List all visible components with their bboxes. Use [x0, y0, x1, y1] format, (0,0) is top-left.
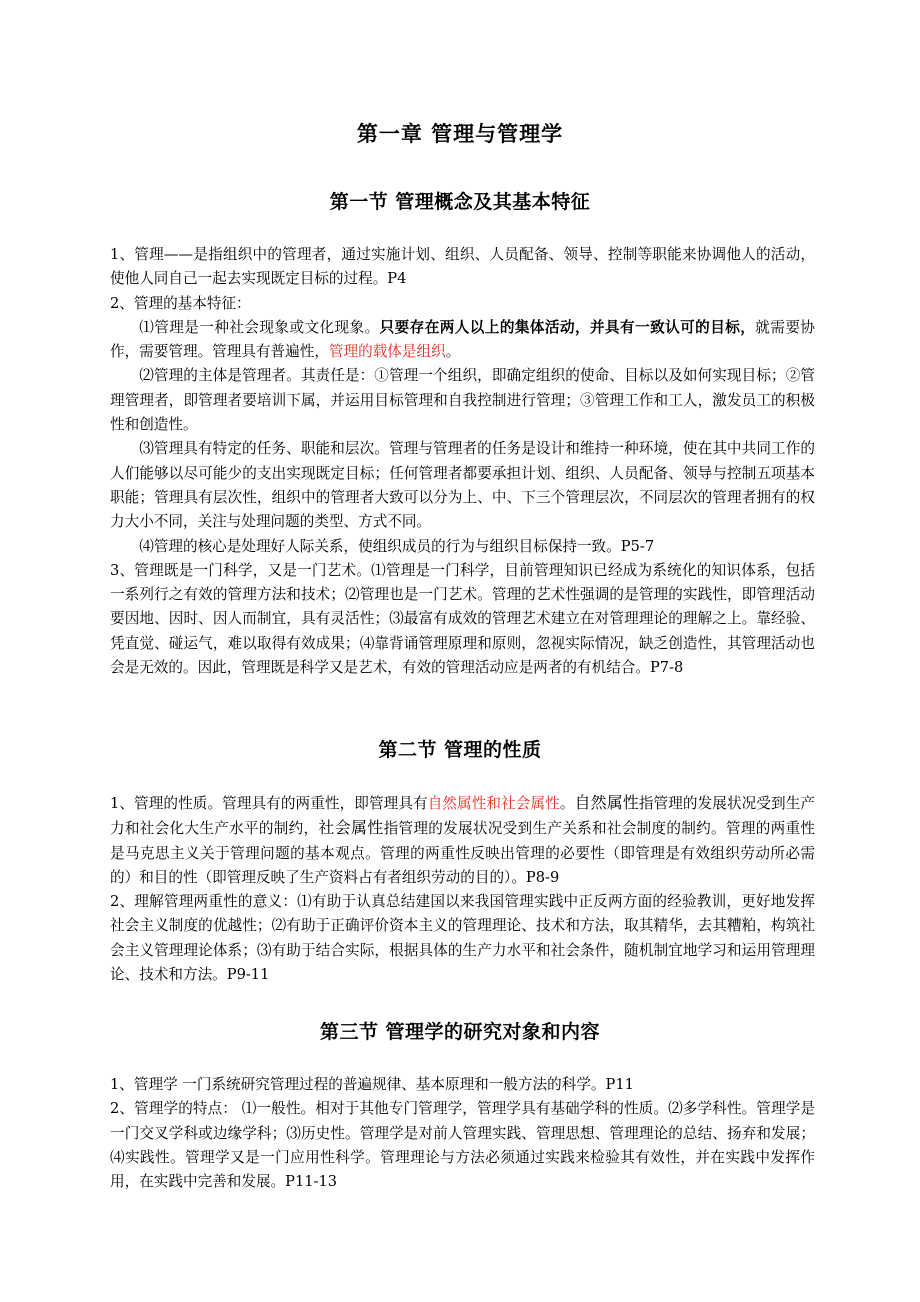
definition-paragraph: 1、管理——是指组织中的管理者，通过实施计划、组织、人员配备、领导、控制等职能来协调他人的活动，使他人同自己一起去实现既定目标的过程。P4 — [110, 246, 815, 288]
section-1-title: 第一节 管理概念及其基本特征 — [329, 191, 591, 213]
section-3-body — [110, 1073, 815, 1194]
feature-1-text-c: 就需要协作，需要管理。管理具有普遍性， — [110, 318, 815, 361]
section-3-title: 第三节 管理学的研究对象和内容 — [319, 1021, 601, 1043]
duality-text-e: 指管理的发展状况受到生产力和社会化大生产水平的制约， — [110, 795, 815, 838]
management-science-definition: 1、管理学 一门系统研究管理过程的普遍规律、基本原理和一般方法的科学。P11 — [110, 1076, 634, 1093]
feature-2-paragraph: ⑵管理的主体是管理者。其责任是：①管理一个组织，即确定组织的使命、目标以及如何实现目标；②管理管理者，即管理者要培训下属，并运用目标管理和自我控制进行管理；③管理工作和工人，激发员工的积极性和创造性。 — [110, 367, 815, 434]
feature-1-text-e: 。 — [445, 343, 461, 361]
duality-text-c: 。 — [559, 795, 575, 812]
section-2-body — [110, 791, 815, 987]
feature-1-bold-text: 只要存在两人以上的集体活动，并具有一致认可的目标， — [379, 318, 756, 336]
natural-attribute-term: 自然属性 — [574, 793, 639, 812]
management-science-features: 2、管理学的特点： ⑴一般性。相对于其他专门管理学，管理学具有基础学科的性质。⑵多学科性。管理学是一门交叉学科或边缘学科；⑶历史性。管理学是对前人管理实践、管理思想、管理理论的总结、扬弃和发展；⑷实践性。管理学又是一门应用性科学。管理理论与方法必须通过实践来检验其有效性，并在实践中发挥作用，在实践中完善和发展。P11-13 — [110, 1100, 815, 1191]
features-heading: 2、管理的基本特征： — [110, 294, 251, 312]
section-1-body — [110, 243, 815, 680]
duality-significance-paragraph: 2、理解管理两重性的意义：⑴有助于认真总结建国以来我国管理实践中正反两方面的经验教训，更好地发挥社会主义制度的优越性；⑵有助于正确评价资本主义的管理理论、技术和方法，取其精华，去其糟粕，构筑社会主义管理理论体系；⑶有助于结合实际，根据具体的生产力水平和社会条件，随机制宜地学习和运用管理理论、技术和方法。P9-11 — [110, 893, 815, 984]
chapter-title: 第一章 管理与管理学 — [356, 121, 564, 146]
social-attribute-term: 社会属性 — [318, 818, 384, 838]
feature-4-paragraph: ⑷管理的核心是处理好人际关系，使组织成员的行为与组织目标保持一致。P5-7 — [139, 537, 655, 555]
feature-3-paragraph: ⑶管理具有特定的任务、职能和层次。管理与管理者的任务是设计和维持一种环境，使在其中共同工作的人们能够以尽可能少的支出实现既定目标；任何管理者都要承担计划、组织、人员配备、领导与控制五项基本职能；管理具有层次性，组织中的管理者大致可以分为上、中、下三个管理层次，不同层次的管理者拥有的权力大小不同，关注与处理问题的类型、方式不同。 — [110, 440, 815, 531]
duality-red-text: 自然属性和社会属性 — [427, 795, 560, 812]
feature-1-text-a: ⑴管理是一种社会现象或文化现象。 — [139, 318, 380, 336]
duality-text-g: 指管理的发展状况受到生产关系和社会制度的制约。管理的两重性是马克思主义关于管理问题的基本观点。管理的两重性反映出管理的必要性（即管理是有效组织劳动所必需的）和目的性（即管理反映了生产资料占有者组织劳动的目的）。P8-9 — [110, 820, 815, 886]
duality-text-a: 1、管理的性质。管理具有的两重性，即管理具有 — [110, 795, 428, 812]
section-2-title: 第二节 管理的性质 — [378, 739, 542, 761]
feature-1-paragraph — [110, 316, 815, 365]
feature-1-red-text: 管理的载体是组织 — [328, 343, 446, 361]
science-art-paragraph: 3、管理既是一门科学，又是一门艺术。⑴管理是一门科学，目前管理知识已经成为系统化的知识体系，包括一系列行之有效的管理方法和技术；⑵管理也是一门艺术。管理的艺术性强调的是管理的实践性，即管理活动要因地、因时、因人而制宜，具有灵活性；⑶最富有成效的管理艺术建立在对管理理论的理解之上。靠经验、凭直觉、碰运气，难以取得有效成果；⑷靠背诵管理原理和原则，忽视实际情况，缺乏创造性，其管理活动也会是无效的。因此，管理既是科学又是艺术，有效的管理活动应是两者的有机结合。P7-8 — [110, 561, 815, 677]
duality-paragraph — [110, 791, 815, 890]
